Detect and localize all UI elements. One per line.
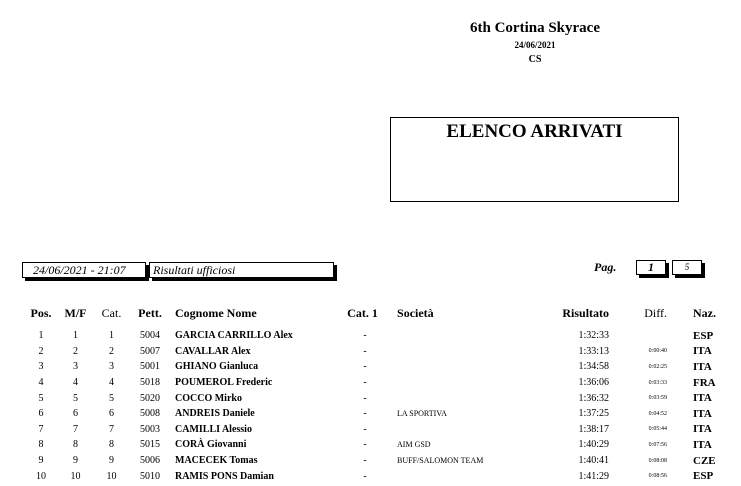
cell-nat: ITA [693,407,712,420]
cell-result: 1:38:17 [578,423,610,435]
cell-bib: 5018 [140,377,160,389]
cell-mf: 2 [73,345,78,357]
table-row [0,468,741,484]
col-cat-header: Cat. [101,305,122,320]
cell-cat: 2 [109,345,114,357]
cell-cat1: - [363,408,367,420]
cell-mf: 9 [73,455,78,467]
cell-cat: 4 [109,377,114,389]
table-row [0,375,741,391]
cell-bib: 5007 [140,345,160,357]
cell-pos: 8 [38,439,44,451]
cell-pos: 5 [38,392,44,404]
page-total: 5 [672,260,702,275]
cell-nat: ITA [693,345,712,358]
cell-name: ANDREIS Daniele [175,408,255,420]
cell-result: 1:41:29 [578,470,610,482]
cell-bib: 5015 [140,439,160,451]
results-table [0,304,741,484]
cell-club [397,359,537,375]
cell-bib: 5008 [140,408,160,420]
cell-pos: 9 [38,455,44,467]
cell-cat: 1 [109,330,114,342]
table-row [0,344,741,360]
cell-cat: 7 [109,423,114,435]
event-title: 6th Cortina Skyrace [470,20,600,36]
cell-club [397,375,537,391]
cell-name: POUMEROL Frederic [175,377,273,389]
cell-bib: 5004 [140,330,160,342]
table-row [0,322,741,344]
cell-diff: 0:02:25 [648,363,668,370]
cell-pos: 2 [38,345,44,357]
cell-cat: 9 [109,455,114,467]
cell-diff: 0:03:59 [648,395,668,402]
cell-nat: CZE [693,454,716,467]
cell-cat: 8 [109,439,114,451]
cell-pos: 6 [38,408,44,420]
cell-nat: ITA [693,360,712,373]
cell-name: CORÀ Giovanni [175,439,247,451]
cell-diff: 0:07:56 [648,441,668,448]
cell-name: RAMIS PONS Damian [175,470,274,482]
cell-club: BUFF/SALOMON TEAM [397,456,484,466]
cell-result: 1:36:32 [578,392,610,404]
event-date: 24/06/2021 [514,40,556,50]
cell-result: 1:33:13 [578,345,610,357]
cell-club: LA SPORTIVA [397,409,447,419]
col-diff-header: Diff. [644,305,668,320]
cell-club [397,422,537,438]
list-title: ELENCO ARRIVATI [446,121,623,142]
cell-bib: 5003 [140,423,160,435]
cell-mf: 3 [73,361,78,373]
cell-mf: 10 [70,470,81,482]
cell-diff: 0:04:52 [648,410,668,417]
event-code: CS [528,54,542,65]
cell-nat: ESP [693,329,714,342]
cell-result: 1:40:29 [578,439,610,451]
cell-bib: 5020 [140,392,160,404]
page-current: 1 [636,260,666,275]
report-datetime: 24/06/2021 - 21:07 [22,262,146,278]
cell-mf: 1 [73,330,78,342]
table-row [0,406,741,422]
cell-cat1: - [363,439,367,451]
cell-cat: 10 [106,470,117,482]
table-row [0,390,741,406]
cell-cat1: - [363,377,367,389]
cell-diff: 0:05:44 [648,426,668,433]
cell-club [397,344,537,360]
cell-diff: 0:08:56 [648,473,668,480]
cell-cat: 3 [109,361,114,373]
cell-cat1: - [363,470,367,482]
cell-name: GARCIA CARRILLO Alex [175,330,293,342]
cell-diff: 0:03:33 [648,379,668,386]
cell-mf: 7 [73,423,78,435]
cell-bib: 5006 [140,455,160,467]
cell-cat1: - [363,330,367,342]
cell-nat: ITA [693,392,712,405]
cell-club: AIM GSD [397,440,431,450]
col-name-header: Cognome Nome [175,305,257,320]
col-mf-header: M/F [64,305,87,320]
cell-bib: 5010 [140,470,160,482]
cell-cat1: - [363,361,367,373]
cell-diff: 0:00:40 [648,348,668,355]
col-bib-header: Pett. [138,305,162,320]
cell-result: 1:37:25 [578,408,610,420]
cell-cat1: - [363,345,367,357]
cell-pos: 4 [38,377,44,389]
cell-name: COCCO Mirko [175,392,242,404]
cell-nat: FRA [693,376,716,389]
cell-bib: 5001 [140,361,160,373]
cell-mf: 8 [73,439,78,451]
col-cat1-header: Cat. 1 [347,305,378,320]
cell-diff [609,322,667,344]
cell-cat: 5 [109,392,114,404]
cell-mf: 4 [73,377,78,389]
cell-pos: 1 [38,330,44,342]
cell-club [397,322,537,344]
cell-pos: 10 [36,470,46,482]
cell-cat1: - [363,392,367,404]
cell-diff: 0:08:08 [648,457,668,464]
cell-club [397,468,537,484]
page-label: Pag. [594,260,617,274]
cell-mf: 5 [73,392,78,404]
col-nat-header: Naz. [693,305,717,320]
col-result-header: Risultato [562,305,610,320]
cell-result: 1:32:33 [578,330,610,342]
cell-cat1: - [363,423,367,435]
list-title-box [390,117,679,202]
cell-nat: ITA [693,438,712,451]
cell-pos: 3 [38,361,44,373]
table-row [0,437,741,453]
cell-name: GHIANO Gianluca [175,361,259,373]
cell-name: MACECEK Tomas [175,455,258,467]
cell-mf: 6 [73,408,78,420]
table-row [0,359,741,375]
cell-pos: 7 [38,423,44,435]
cell-name: CAMILLI Alessio [175,423,252,435]
table-row [0,422,741,438]
cell-name: CAVALLAR Alex [175,345,251,357]
cell-club [397,390,537,406]
col-club-header: Società [397,305,434,320]
results-status: Risultati ufficiosi [149,262,334,278]
cell-result: 1:36:06 [578,377,610,389]
cell-result: 1:34:58 [578,361,610,373]
results-header-row [0,304,741,322]
table-row [0,453,741,469]
cell-nat: ESP [693,470,714,483]
cell-result: 1:40:41 [578,455,610,467]
cell-cat1: - [363,455,367,467]
cell-cat: 6 [109,408,114,420]
col-pos-header: Pos. [30,305,52,320]
cell-nat: ITA [693,423,712,436]
